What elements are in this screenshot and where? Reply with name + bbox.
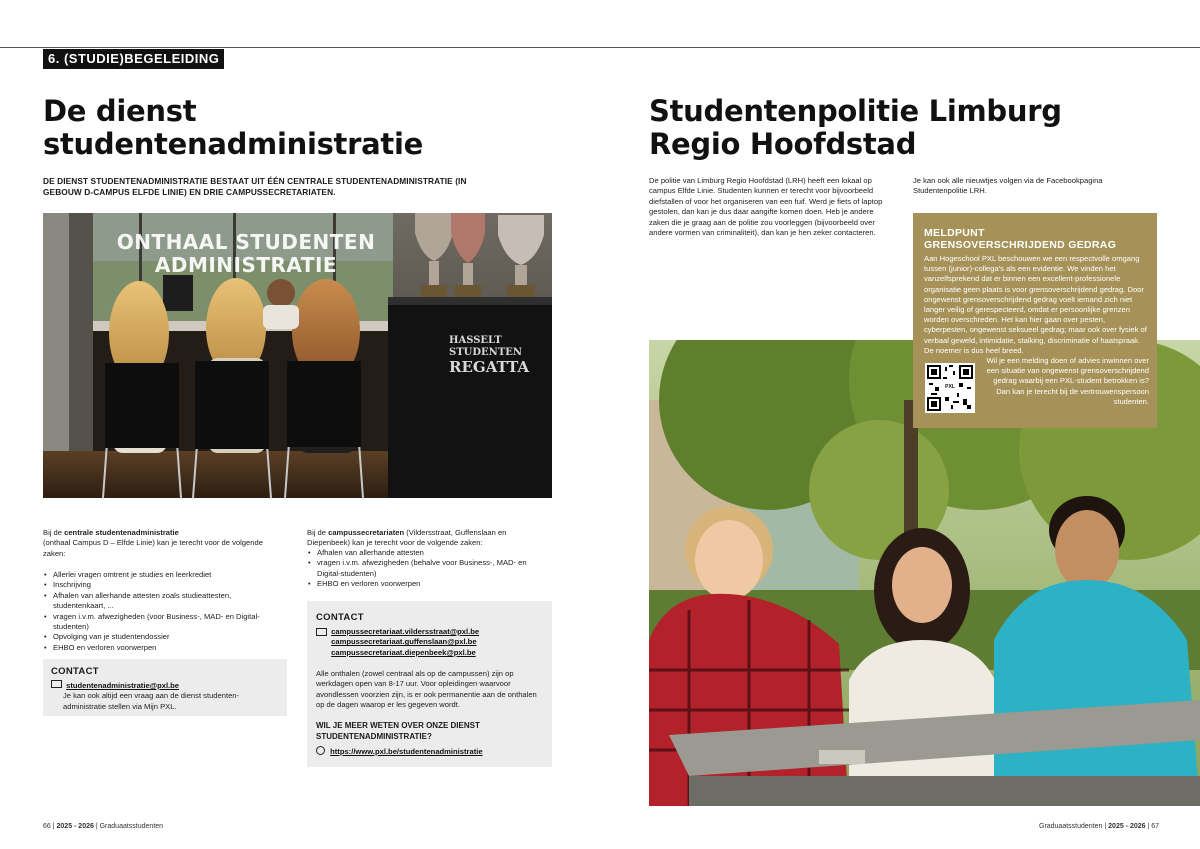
campus-email-list: [331, 627, 479, 658]
qr-code[interactable]: [925, 363, 975, 413]
more-info-title: WIL JE MEER WETEN OVER ONZE DIENST STUDENTENADMINISTRATIE?: [316, 721, 480, 741]
email-link-vildersstraat[interactable]: campussecretariaat.vildersstraat@pxl.be: [331, 627, 480, 636]
list-item: • Afhalen van allerhande attesten zoals studieattesten, studentenkaart, ...: [43, 591, 263, 612]
reception-sign-line2: ADMINISTRATIE: [154, 253, 338, 277]
central-email-link[interactable]: studentenadministratie@pxl.be: [66, 681, 180, 690]
list-item: • Afhalen van allerhande attesten: [307, 548, 537, 558]
footer-label: Graduaatsstudenten: [99, 823, 164, 830]
mail-icon: [51, 680, 62, 688]
mail-icon: [316, 628, 327, 636]
email-link-guffenslaan[interactable]: campussecretariaat.guffenslaan@pxl.be: [331, 637, 477, 647]
central-contact-title: CONTACT: [51, 666, 99, 677]
footer-year: 2025 - 2026: [1108, 823, 1146, 830]
more-info-link-row: [316, 745, 546, 757]
list-item: • EHBO en verloren voorwerpen: [43, 643, 263, 653]
more-info-url-link[interactable]: https://www.pxl.be/studentenadministratie: [330, 747, 483, 756]
central-contact-box: [43, 659, 287, 716]
campus-contact-title: CONTACT: [316, 612, 364, 623]
page-title-right: Studentenpolitie Limburg Regio Hoofdstad: [649, 94, 1062, 161]
list-item: • vragen i.v.m. afwezigheden (behalve voor Business-, MAD- en Digital-studenten): [307, 558, 537, 579]
police-text: De politie van Limburg Regio Hoofdstad (LRH) heeft een lokaal op campus Elfde Linie. Studenten kunnen er terecht voor bijvoorbeeld diefstallen of voor het organiseren van een fuif. Werd je fiets of laptop gestolen, dan kan je dus daar aangifte komen doen. Heb je andere zaken die je graag aan de politie zou voorleggen (bijvoorbeeld over andere vormen van criminaliteit), dan kan je hen zeker contacteren.: [649, 176, 883, 238]
lead-text: DE DIENST STUDENTENADMINISTRATIE BESTAAT UIT ÉÉN CENTRALE STUDENTENADMINISTRATIE (IN GEBOUW D-CAMPUS ELFDE LINIE) EN DRIE CAMPUSSECRETARIATEN.: [43, 176, 467, 197]
footer-left: 66 | 2025 - 2026 | Graduaatsstudenten: [43, 823, 164, 830]
meldpunt-title: [924, 227, 1149, 251]
regatta-sign: [449, 335, 529, 375]
list-item: • Allerlei vragen omtrent je studies en leerkrediet: [43, 570, 263, 580]
opening-hours-text: Alle onthalen (zowel centraal als op de campussen) zijn op werkdagen open van 8-17 uur. Voor opleidingen waarvoor avondlessen voorzien zijn, is er ook permanentie aan de onthalen op de dagen waarop er les gegeven wordt.: [316, 669, 537, 710]
campus-emails: [316, 627, 546, 658]
campus-intro-rest: (Vildersstraat, Guffenslaan en Diepenbeek) kan je terecht voor de volgende zaken:: [307, 528, 507, 548]
footer-page-number: 67: [1151, 823, 1160, 830]
list-item: • Inschrijving: [43, 580, 263, 590]
list-item: • vragen i.v.m. afwezigheden (voor Business-, MAD- en Digital-studenten): [43, 612, 263, 633]
qr-logo: PXL: [943, 382, 957, 392]
campus-list: [307, 548, 537, 590]
central-intro-rest: (onthaal Campus D – Elfde Linie) kan je terecht voor de volgende zaken:: [43, 538, 263, 558]
reception-sign: [101, 231, 391, 277]
central-intro-prefix: Bij de: [43, 528, 65, 537]
email-link-diepenbeek[interactable]: campussecretariaat.diepenbeek@pxl.be: [331, 647, 476, 657]
photo-reception: [43, 213, 552, 498]
central-intro-bold: centrale studentenadministratie: [64, 528, 179, 537]
list-item: • EHBO en verloren voorwerpen: [307, 579, 537, 589]
central-contact-text: Je kan ook altijd een vraag aan de dienst studenten-administratie stellen via Mijn PXL.: [63, 691, 240, 711]
regatta-line3: REGATTA: [449, 358, 530, 376]
footer-year: 2025 - 2026: [56, 823, 94, 830]
central-intro: [43, 528, 268, 559]
footer-label: Graduaatsstudenten: [1039, 823, 1103, 830]
campus-intro-bold: campussecretariaten: [328, 528, 405, 537]
campus-contact-box: [307, 601, 552, 767]
regatta-line1: HASSELT: [449, 335, 502, 346]
section-tag: 6. (STUDIE)BEGELEIDING: [43, 49, 224, 69]
central-contact-body: [51, 680, 277, 712]
globe-icon: [316, 746, 325, 755]
header-rule: [0, 47, 1200, 48]
meldpunt-title-line2: GRENSOVERSCHRIJDEND GEDRAG: [924, 239, 1117, 251]
campus-intro: [307, 528, 547, 549]
facebook-text: Je kan ook alle nieuwtjes volgen via de Facebookpagina Studentenpolitie LRH.: [913, 176, 1103, 196]
list-item: • Opvolging van je studentendossier: [43, 632, 263, 642]
regatta-line2: STUDENTEN: [449, 347, 523, 358]
meldpunt-title-line1: MELDPUNT: [924, 227, 985, 239]
central-list: [43, 570, 263, 653]
meldpunt-box: [913, 213, 1157, 428]
meldpunt-text-side: Wil je een melding doen of advies inwinnen over een situatie van ongewenst grensoverschrijdend gedrag waarbij een PXL-student betrokken is? Dan kan je terecht bij de vertrouwenspersoon studenten.: [986, 356, 1149, 406]
page-title-left: De dienst studentenadministratie: [43, 94, 423, 161]
footer-page-number: 66: [43, 823, 51, 830]
meldpunt-text-top: Aan Hogeschool PXL beschouwen we een respectvolle omgang tussen (junior)-collega's als een evidentie. We vinden het vanzelfsprekend dat er binnen een excellent-professionele organisatie geen plaats is voor grensoverschrijdend gedrag. Door ongewenst grensoverschrijdend gedrag voelt iemand zich niet langer veilig of gerespecteerd, omdat er persoonlijke grenzen worden overschreden. Het kan hier gaan over pesten, cyberpesten, ongewenst seksueel gedrag; maar ook over fysiek of verbaal geweld, intimidatie, stalking, discriminatie of haatspraak. De noemer is dus heel breed.: [924, 254, 1147, 355]
footer-right: Graduaatsstudenten | 2025 - 2026 | 67: [1039, 823, 1160, 830]
campus-intro-prefix: Bij de: [307, 528, 329, 537]
reception-sign-line1: ONTHAAL STUDENTEN: [116, 230, 376, 254]
